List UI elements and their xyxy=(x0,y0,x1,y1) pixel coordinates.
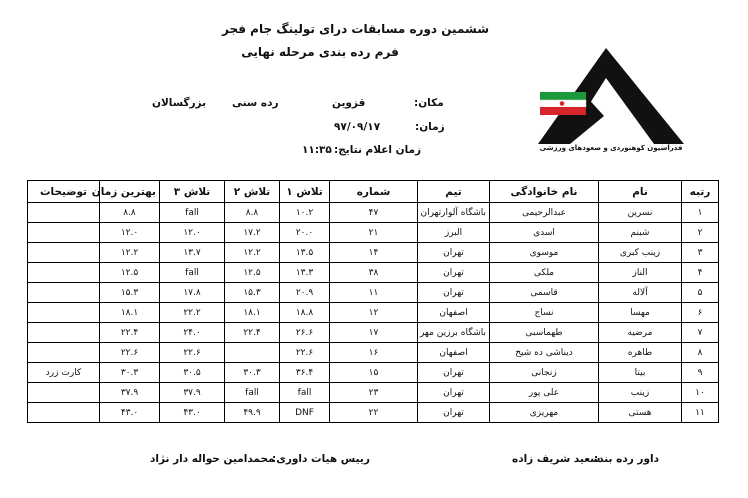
cell-attempt-1: ۲۶.۶ xyxy=(280,323,330,343)
cell-first-name: زینب xyxy=(599,383,682,403)
place-label: مکان: xyxy=(414,97,444,109)
cell-number: ۲۲ xyxy=(330,403,418,423)
cell-attempt-3: fall xyxy=(160,263,225,283)
cell-last-name: علی پور xyxy=(490,383,599,403)
cell-team: تهران xyxy=(418,403,490,423)
place-value: قزوین xyxy=(332,97,366,109)
cell-rank: ۱ xyxy=(682,203,719,223)
table-row xyxy=(28,243,719,263)
cell-team: باشگاه آلوارتهران xyxy=(418,203,490,223)
table-row xyxy=(28,263,719,283)
cell-last-name: موسوی xyxy=(490,243,599,263)
table-row xyxy=(28,303,719,323)
cell-attempt-2: ۱۸.۱ xyxy=(225,303,280,323)
cell-notes xyxy=(28,243,100,263)
federation-logo xyxy=(534,44,688,162)
header-last-name: نام خانوادگی xyxy=(490,181,599,203)
header-attempt-3: تلاش ۳ xyxy=(160,181,225,203)
page-title: ششمین دوره مسابقات درای تولینگ جام فجر xyxy=(222,22,489,36)
cell-rank: ۱۰ xyxy=(682,383,719,403)
cell-number: ۱۶ xyxy=(330,343,418,363)
cell-first-name: زینب کبری xyxy=(599,243,682,263)
cell-best-time: ۱۲.۵ xyxy=(100,263,160,283)
cell-rank: ۹ xyxy=(682,363,719,383)
cell-notes xyxy=(28,303,100,323)
cell-best-time: ۳۰.۳ xyxy=(100,363,160,383)
cell-attempt-1: ۳۶.۴ xyxy=(280,363,330,383)
table-row xyxy=(28,383,719,403)
cell-notes xyxy=(28,283,100,303)
cell-attempt-1: ۲۰.۰ xyxy=(280,223,330,243)
table-row xyxy=(28,403,719,423)
page-subtitle: فرم رده بندی مرحله نهایی xyxy=(241,45,399,59)
cell-attempt-2: ۱۵.۳ xyxy=(225,283,280,303)
cell-rank: ۴ xyxy=(682,263,719,283)
cell-attempt-1: ۲۲.۶ xyxy=(280,343,330,363)
cell-best-time: ۱۵.۳ xyxy=(100,283,160,303)
cell-attempt-1: fall xyxy=(280,383,330,403)
cell-last-name: قاسمی xyxy=(490,283,599,303)
cell-attempt-2: ۴۹.۹ xyxy=(225,403,280,423)
cell-attempt-2: ۳۰.۳ xyxy=(225,363,280,383)
cell-number: ۱۵ xyxy=(330,363,418,383)
cell-team: باشگاه برزین مهر xyxy=(418,323,490,343)
head-referee-name: محمدامین حواله دار نژاد xyxy=(150,453,275,465)
cell-best-time: ۱۲.۲ xyxy=(100,243,160,263)
cell-attempt-3: fall xyxy=(160,203,225,223)
cell-attempt-1: DNF xyxy=(280,403,330,423)
cell-first-name: مهسا xyxy=(599,303,682,323)
cell-notes xyxy=(28,203,100,223)
table-row xyxy=(28,363,719,383)
cell-notes xyxy=(28,403,100,423)
cell-team: البرز xyxy=(418,223,490,243)
header-notes: توضیحات xyxy=(28,181,100,203)
cell-attempt-2 xyxy=(225,343,280,363)
cell-best-time: ۱۸.۱ xyxy=(100,303,160,323)
table-row xyxy=(28,283,719,303)
cell-attempt-3: ۲۴.۰ xyxy=(160,323,225,343)
date-label: زمان: xyxy=(415,121,445,133)
cell-best-time: ۸.۸ xyxy=(100,203,160,223)
table-body xyxy=(28,203,719,423)
header-rank: رتبه xyxy=(682,181,719,203)
cell-attempt-3: ۳۷.۹ xyxy=(160,383,225,403)
cell-team: تهران xyxy=(418,243,490,263)
cell-attempt-3: ۳۰.۵ xyxy=(160,363,225,383)
header-first-name: نام xyxy=(599,181,682,203)
cell-last-name: طهماسبی xyxy=(490,323,599,343)
cell-best-time: ۳۷.۹ xyxy=(100,383,160,403)
cell-attempt-3: ۴۳.۰ xyxy=(160,403,225,423)
cell-number: ۲۱ xyxy=(330,223,418,243)
cell-first-name: نسرین xyxy=(599,203,682,223)
cell-last-name: عبدالرحیمی xyxy=(490,203,599,223)
cell-attempt-3: ۲۲.۶ xyxy=(160,343,225,363)
cell-number: ۴۷ xyxy=(330,203,418,223)
cell-team: تهران xyxy=(418,363,490,383)
table-row xyxy=(28,223,719,243)
cell-rank: ۸ xyxy=(682,343,719,363)
cell-best-time: ۴۳.۰ xyxy=(100,403,160,423)
cell-rank: ۱۱ xyxy=(682,403,719,423)
cell-number: ۱۷ xyxy=(330,323,418,343)
cell-attempt-1: ۱۳.۵ xyxy=(280,243,330,263)
cell-attempt-3: ۲۲.۲ xyxy=(160,303,225,323)
cell-best-time: ۲۲.۴ xyxy=(100,323,160,343)
cell-notes: کارت زرد xyxy=(28,363,100,383)
cell-attempt-2: ۱۲.۵ xyxy=(225,263,280,283)
date-value: ۹۷/۰۹/۱۷ xyxy=(334,121,381,133)
logo-caption: فدراسیون کوهنوردی و صعودهای ورزشی xyxy=(539,144,683,152)
cell-number: ۱۴ xyxy=(330,243,418,263)
head-referee-label: رییس هیات داوری: xyxy=(272,453,370,465)
referee-label: داور رده بند: xyxy=(594,453,659,465)
cell-attempt-3: ۱۳.۷ xyxy=(160,243,225,263)
cell-attempt-2: ۸.۸ xyxy=(225,203,280,223)
cell-attempt-3: ۱۲.۰ xyxy=(160,223,225,243)
results-table xyxy=(27,180,719,423)
cell-attempt-1: ۲۰.۹ xyxy=(280,283,330,303)
cell-rank: ۶ xyxy=(682,303,719,323)
header-team: تیم xyxy=(418,181,490,203)
announce-label: زمان اعلام نتایج: xyxy=(334,144,422,156)
cell-number: ۱۱ xyxy=(330,283,418,303)
header-attempt-1: تلاش ۱ xyxy=(280,181,330,203)
cell-team: تهران xyxy=(418,283,490,303)
cell-attempt-2: fall xyxy=(225,383,280,403)
cell-attempt-1: ۱۰.۲ xyxy=(280,203,330,223)
table-header xyxy=(28,181,719,203)
cell-first-name: آلاله xyxy=(599,283,682,303)
cell-team: اصفهان xyxy=(418,303,490,323)
table-row xyxy=(28,343,719,363)
cell-last-name: ملکی xyxy=(490,263,599,283)
cell-rank: ۵ xyxy=(682,283,719,303)
cell-attempt-3: ۱۷.۸ xyxy=(160,283,225,303)
announce-value: ۱۱:۳۵ xyxy=(302,144,332,156)
cell-notes xyxy=(28,223,100,243)
cell-last-name: دیناشی ده شیخ xyxy=(490,343,599,363)
cell-number: ۲۳ xyxy=(330,383,418,403)
cell-attempt-2: ۱۲.۲ xyxy=(225,243,280,263)
cell-attempt-2: ۱۷.۲ xyxy=(225,223,280,243)
cell-rank: ۲ xyxy=(682,223,719,243)
header-best-time: بهترین زمان xyxy=(100,181,160,203)
cell-attempt-2: ۲۲.۴ xyxy=(225,323,280,343)
cell-notes xyxy=(28,323,100,343)
cell-last-name: زنجانی xyxy=(490,363,599,383)
cell-first-name: طاهره xyxy=(599,343,682,363)
cell-number: ۱۲ xyxy=(330,303,418,323)
cell-first-name: الناز xyxy=(599,263,682,283)
cell-first-name: بیتا xyxy=(599,363,682,383)
cell-last-name: مهریزی xyxy=(490,403,599,423)
cell-number: ۳۸ xyxy=(330,263,418,283)
cell-last-name: نساج xyxy=(490,303,599,323)
age-label: رده سنی xyxy=(232,97,279,109)
cell-first-name: مرضیه xyxy=(599,323,682,343)
cell-team: تهران xyxy=(418,263,490,283)
cell-notes xyxy=(28,383,100,403)
header-number: شماره xyxy=(330,181,418,203)
cell-attempt-1: ۱۳.۳ xyxy=(280,263,330,283)
cell-best-time: ۱۲.۰ xyxy=(100,223,160,243)
referee-name: سعید شریف زاده xyxy=(512,453,601,465)
table-row xyxy=(28,323,719,343)
cell-best-time: ۲۲.۶ xyxy=(100,343,160,363)
cell-last-name: اسدی xyxy=(490,223,599,243)
age-value: بزرگسالان xyxy=(152,97,207,109)
cell-notes xyxy=(28,343,100,363)
cell-rank: ۷ xyxy=(682,323,719,343)
cell-rank: ۳ xyxy=(682,243,719,263)
cell-team: تهران xyxy=(418,383,490,403)
cell-notes xyxy=(28,263,100,283)
cell-attempt-1: ۱۸.۸ xyxy=(280,303,330,323)
cell-first-name: هستی xyxy=(599,403,682,423)
cell-first-name: شبنم xyxy=(599,223,682,243)
cell-team: اصفهان xyxy=(418,343,490,363)
table-row xyxy=(28,203,719,223)
header-attempt-2: تلاش ۲ xyxy=(225,181,280,203)
